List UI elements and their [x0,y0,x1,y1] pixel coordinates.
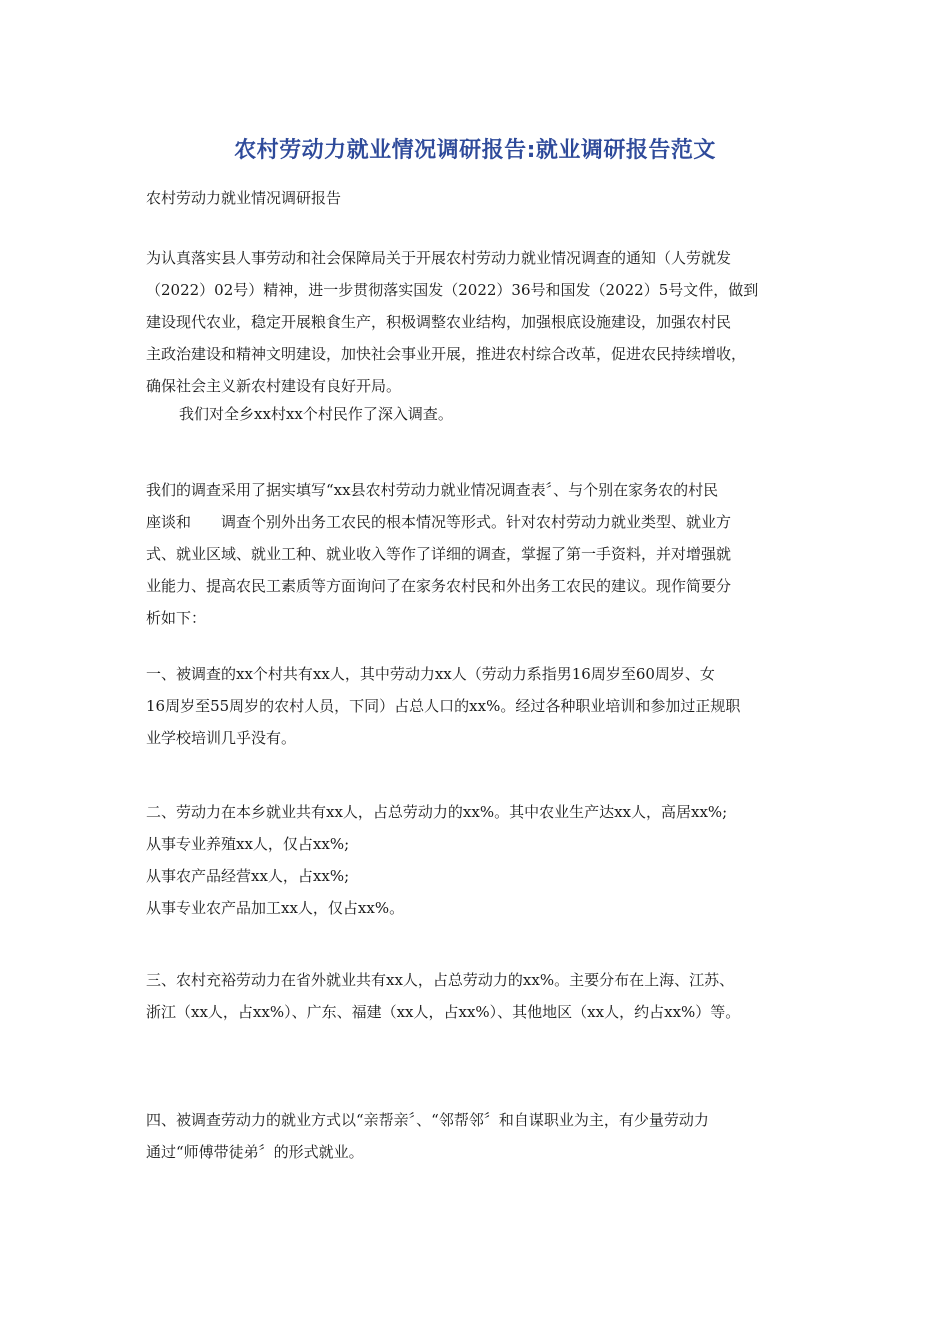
paragraph-intro [146,242,806,402]
text-line: 通过“师傅带徒弟〞的形式就业。 [146,1143,364,1161]
text-line: 从事农产品经营xx人，占xx%; [146,867,350,885]
text-line: 业能力、提高农民工素质等方面询问了在家务农村民和外出务工农民的建议。现作简要分 [146,577,732,595]
text-line: 式、就业区域、就业工种、就业收入等作了详细的调查，掌握了第一手资料，并对增强就 [146,545,732,563]
paragraph-section-one [146,658,806,754]
text-line: 主政治建设和精神文明建设，加快社会事业开展，推进农村综合改革，促进农民持续增收， [146,345,747,363]
text-line: （2022）02号）精神，进一步贯彻落实国发（2022）36号和国发（2022）5号文件，做到 [146,281,759,299]
paragraph-survey-method [146,474,806,634]
text-line: 座谈和 调查个别外出务工农民的根本情况等形式。针对农村劳动力就业类型、就业方 [146,513,732,531]
paragraph-section-three [146,964,806,1028]
text-line: 我们对全乡xx村xx个村民作了深入调查。 [179,405,453,423]
text-line: 建设现代农业，稳定开展粮食生产，积极调整农业结构，加强根底设施建设，加强农村民 [146,313,732,331]
paragraph-section-two [146,796,806,924]
text-line: 一、被调查的xx个村共有xx人，其中劳动力xx人（劳动力系指男16周岁至60周岁、女 [146,665,715,683]
text-line: 16周岁至55周岁的农村人员，下同）占总人口的xx%。经过各种职业培训和参加过正规职 [146,697,741,715]
text-line: 确保社会主义新农村建设有良好开局。 [146,377,402,395]
text-line: 业学校培训几乎没有。 [146,729,297,747]
text-line: 为认真落实县人事劳动和社会保障局关于开展农村劳动力就业情况调查的通知（人劳就发 [146,249,732,267]
text-line: 从事专业养殖xx人，仅占xx%; [146,835,350,853]
document-subtitle: 农村劳动力就业情况调研报告 [146,189,342,207]
paragraph-survey-scope [146,398,806,430]
paragraph-section-four [146,1104,806,1168]
document-title: 农村劳动力就业情况调研报告:就业调研报告范文 [234,138,716,163]
text-line: 浙江（xx人，占xx%）、广东、福建（xx人，占xx%）、其他地区（xx人，约占xx%）等。 [146,1003,741,1021]
text-line: 四、被调查劳动力的就业方式以“亲帮亲〞、“邻帮邻〞和自谋职业为主，有少量劳动力 [146,1111,709,1129]
text-line: 三、农村充裕劳动力在省外就业共有xx人，占总劳动力的xx%。主要分布在上海、江苏、 [146,971,735,989]
text-line: 析如下： [146,609,207,627]
text-line: 我们的调查采用了据实填写“xx县农村劳动力就业情况调查表〞、与个别在家务农的村民 [146,481,719,499]
text-line: 从事专业农产品加工xx人，仅占xx%。 [146,899,405,917]
text-line: 二、劳动力在本乡就业共有xx人，占总劳动力的xx%。其中农业生产达xx人，高居xx%; [146,803,728,821]
